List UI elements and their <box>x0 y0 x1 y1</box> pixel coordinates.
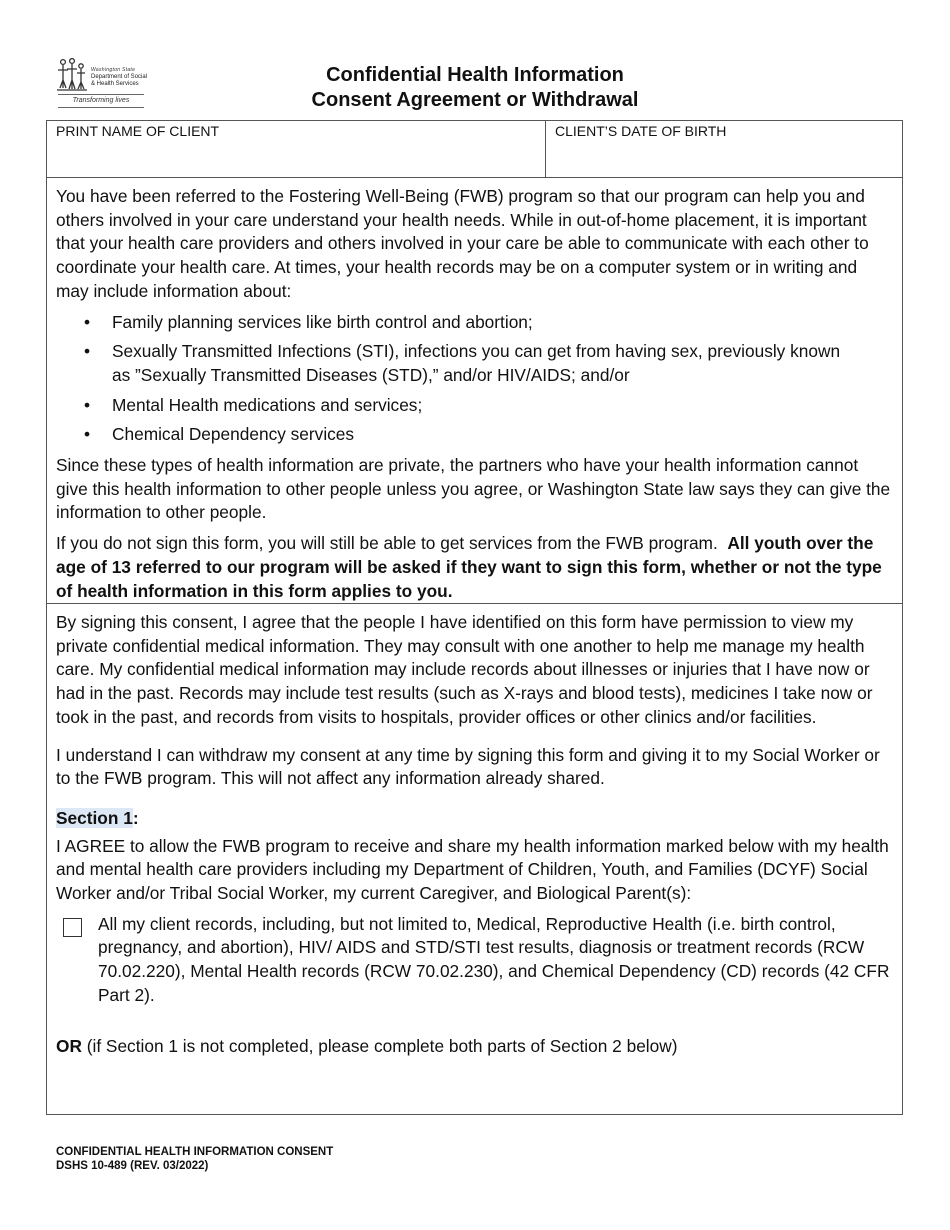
list-item: • Family planning services like birth control and abortion; <box>47 311 902 335</box>
list-item: • Sexually Transmitted Infections (STI), infections you can get from having sex, previously known as ”Sexually Transmitted Diseases (STD),” and/or HIV/AIDS; and/or <box>47 340 902 387</box>
title-line-1: Confidential Health Information <box>326 64 624 86</box>
agree-paragraph: I AGREE to allow the FWB program to receive and share my health information marked below with my health and mental health care providers including my Department of Children, Youth, and Families (DCYF) Social Worker and/or Tribal Social Worker, my current Caregiver, and Biological Parent(s): <box>56 835 889 904</box>
form-footer <box>56 1145 333 1173</box>
health-info-list <box>47 311 902 448</box>
dshs-logo <box>56 58 148 110</box>
logo-divider <box>58 94 144 95</box>
consent-form <box>46 120 903 1115</box>
intro-paragraph: You have been referred to the Fostering Well-Being (FWB) program so that our program can help you and others involved in your care understand your health needs. While in out-of-home placement, it is important that your health care providers and others involved in your care be able to communicate with each other to coordinate your health care. At times, your health records may be on a computer system or in writing and may include information about: <box>56 186 869 301</box>
intro-section <box>47 185 902 604</box>
or-text: (if Section 1 is not completed, please complete both parts of Section 2 below) <box>81 1035 678 1056</box>
client-dob-field[interactable] <box>546 121 902 177</box>
section-1-colon: : <box>132 807 139 828</box>
client-name-label: PRINT NAME OF CLIENT <box>56 123 220 139</box>
consent-section <box>47 611 902 1065</box>
list-item: • Chemical Dependency services <box>47 423 902 447</box>
all-records-option <box>47 913 902 1008</box>
client-info-row <box>47 121 902 178</box>
list-item: • Mental Health medications and services; <box>47 394 902 418</box>
all-records-text: All my client records, including, but not limited to, Medical, Reproductive Health (i.e. birth control, pregnancy, and abortion), HIV/ AIDS and STD/STI test results, diagnosis or treatment records (RCW 70.02.220), Mental Health records (RCW 70.02.230), and Chemical Dependency (CD) records (42 CFR Part 2). <box>98 913 890 1005</box>
family-figures-icon <box>56 58 88 92</box>
footer-form-number: DSHS 10-489 (REV. 03/2022) <box>56 1160 209 1172</box>
logo-state: Washington State <box>91 67 136 73</box>
logo-department: Department of Social & Health Services <box>91 74 148 87</box>
consent-paragraph: By signing this consent, I agree that the people I have identified on this form have permission to view my private confidential medical information. They may consult with one another to help me manage my health care. My confidential medical information may include records about illnesses or injuries that I have now or had in the past. Records may include test results (such as X-rays and blood tests), medicines I take now or took in the past, and records from visits to hospitals, provider offices or other clinics and/or facilities. <box>56 612 873 727</box>
section-1-heading <box>47 807 902 831</box>
logo-tagline: Transforming lives <box>72 97 130 104</box>
or-label: OR <box>56 1035 82 1056</box>
page-title <box>200 63 750 113</box>
or-paragraph <box>47 1035 902 1059</box>
withdraw-paragraph: I understand I can withdraw my consent at any time by signing this form and giving it to my Social Worker or to the FWB program. This will not affect any information already shared. <box>56 744 880 789</box>
logo-divider-bottom <box>58 107 144 108</box>
unsigned-paragraph <box>47 532 902 603</box>
footer-form-title: CONFIDENTIAL HEALTH INFORMATION CONSENT <box>56 1146 334 1158</box>
all-records-checkbox[interactable] <box>63 918 82 937</box>
client-name-field[interactable] <box>47 121 546 177</box>
client-dob-label: CLIENT’S DATE OF BIRTH <box>555 123 727 139</box>
unsigned-normal-text: If you do not sign this form, you will still be able to get services from the FWB program. <box>56 533 718 554</box>
section-1-label: Section 1 <box>56 807 133 828</box>
unsigned-bold-text: All youth over the age of 13 referred to our program will be asked if they want to sign this form, whether or not the type of health information in this form applies to you. <box>56 533 882 601</box>
title-line-2: Consent Agreement or Withdrawal <box>311 89 639 111</box>
privacy-paragraph: Since these types of health information are private, the partners who have your health information cannot give this health information to other people unless you agree, or Washington State law says they can give the information to other people. <box>56 455 891 523</box>
